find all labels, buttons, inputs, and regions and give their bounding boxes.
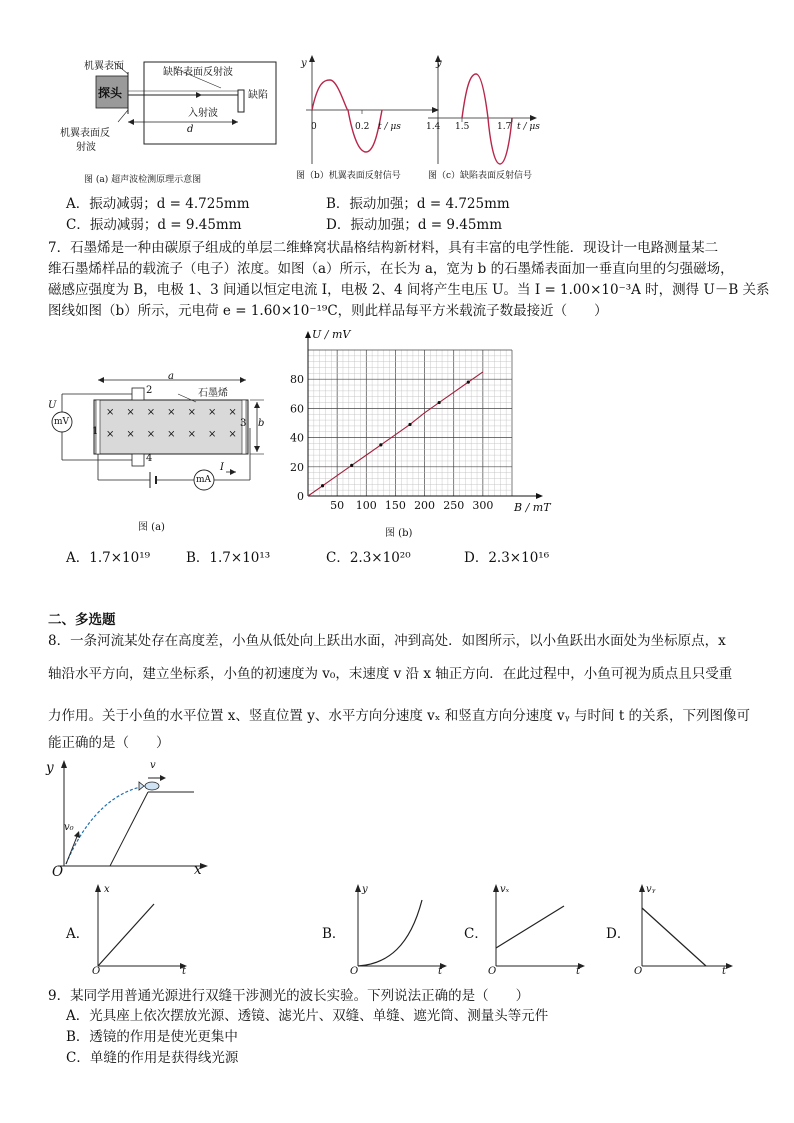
- y-tick-label: 20: [290, 460, 304, 474]
- data-point: [321, 484, 324, 487]
- chart-u-b: [286, 324, 566, 524]
- q8-b-axis: y: [362, 884, 368, 895]
- q8-stem-line4: 能正确的是（ ）: [48, 735, 170, 751]
- q8-option-b-graph: [348, 882, 448, 978]
- label-wing-surface: 机翼表面: [84, 61, 124, 72]
- q8-a-origin: O: [92, 966, 101, 977]
- signal-c-t-unit: t / μs: [517, 122, 540, 132]
- q7-option-d: D．2.3×10¹⁶: [464, 550, 550, 566]
- q7-stem-line3: 磁感应强度为 B，电极 1、3 间通以恒定电流 I，电极 2、4 间将产生电压 U。当 I = 1.00×10⁻³A 时，测得 U－B 关系: [48, 282, 770, 298]
- x-tick-label: 300: [472, 499, 494, 512]
- x-axis-arrow: [536, 493, 543, 499]
- q6-option-b: B．振动加强；d = 4.725mm: [326, 196, 510, 212]
- q8-c-axis: vₓ: [500, 884, 510, 895]
- circuit-electrode-1: 1: [92, 426, 99, 437]
- q8-stem-line2: 轴沿水平方向，建立坐标系，小鱼的初速度为 v₀，末速度 v 沿 x 轴正方向．在此过程中，小鱼可视为质点且只受重: [48, 666, 733, 682]
- q8-d-origin: O: [634, 966, 643, 977]
- ammeter-icon-label: mA: [196, 475, 212, 485]
- q8-option-d-graph: [632, 882, 736, 978]
- q7-option-a: A．1.7×10¹⁹: [66, 550, 151, 566]
- figure-signal-c: [418, 52, 542, 170]
- y-axis-arrow: [305, 331, 311, 338]
- label-d: d: [187, 124, 194, 135]
- signal-c-tick1: 1.5: [455, 122, 470, 132]
- circuit-electrode-2: 2: [146, 385, 153, 396]
- u-b-chart-svg: [286, 324, 566, 524]
- q8-c-t: t: [576, 966, 581, 977]
- q8-d-t: t: [722, 966, 727, 977]
- label-wing-reflect-2: 射波: [76, 142, 96, 153]
- q8-a-t: t: [182, 966, 187, 977]
- signal-b-tick0: 0: [311, 122, 317, 132]
- q8-d-axis: vᵧ: [646, 884, 656, 895]
- signal-c-plot: [418, 52, 542, 170]
- q8-option-c-label: C．: [464, 926, 488, 942]
- q9-option-b: B．透镜的作用是使光更集中: [66, 1029, 238, 1045]
- fish-origin: O: [52, 864, 64, 880]
- fish-label-v0: v₀: [64, 822, 74, 833]
- q8-option-c-graph: [486, 882, 586, 978]
- label-defect-reflect: 缺陷表面反射波: [163, 67, 233, 78]
- signal-c-tick0: 1.4: [426, 122, 441, 132]
- x-tick-label: 200: [414, 499, 436, 512]
- q8-option-a-graph: [88, 882, 188, 978]
- x-tick-label: 150: [384, 499, 406, 512]
- y-tick-label: 40: [290, 431, 304, 445]
- q8-stem-line1: 8．一条河流某处存在高度差，小鱼从低处向上跃出水面，冲到高处．如图所示，以小鱼跃出水面处为坐标原点，x: [48, 633, 726, 649]
- q8-c-origin: O: [488, 966, 497, 977]
- signal-b-t-unit: t / μs: [378, 122, 401, 132]
- circuit-label-a: a: [168, 371, 174, 382]
- section-heading-multi-choice: 二、多选题: [48, 612, 116, 628]
- y-tick-label: 60: [290, 402, 304, 416]
- q7-stem-line1: 7．石墨烯是一种由碳原子组成的单层二维蜂窝状晶格结构新材料，具有丰富的电学性能．现设计一电路测量某二: [48, 240, 719, 256]
- signal-c-tick2: 1.7: [497, 122, 512, 132]
- magnetic-field-row-2: ×××××××: [106, 429, 249, 440]
- voltmeter-icon-label: mV: [54, 417, 70, 427]
- x-tick-label: 250: [443, 499, 465, 512]
- x-tick-label: 100: [355, 499, 377, 512]
- data-point: [438, 401, 441, 404]
- q8-option-b-label: B．: [322, 926, 346, 942]
- circuit-label-U: U: [48, 400, 57, 411]
- x-axis-label: B / mT: [514, 501, 551, 514]
- caption-signal-c: 图（c）缺陷表面反射信号: [428, 171, 533, 181]
- q7-option-b: B．1.7×10¹³: [186, 550, 271, 566]
- q7-stem-line4: 图线如图（b）所示，元电荷 e = 1.60×10⁻¹⁹C，则此样品每平方米载流子数最接近（ ）: [48, 303, 608, 319]
- circuit-electrode-3: 3: [240, 418, 247, 429]
- q8-b-origin: O: [350, 966, 359, 977]
- label-wing-reflect-1: 机翼表面反: [60, 128, 110, 139]
- q6-option-c: C．振动减弱；d = 9.45mm: [66, 217, 242, 233]
- q9-option-c: C．单缝的作用是获得线光源: [66, 1050, 239, 1066]
- caption-circuit-a: 图 (a): [138, 522, 165, 533]
- fish-label-v: v: [150, 760, 156, 771]
- q6-option-a: A．振动减弱；d = 4.725mm: [66, 196, 250, 212]
- label-defect: 缺陷: [248, 90, 268, 101]
- q9-stem: 9．某同学用普通光源进行双缝干涉测光的波长实验。下列说法正确的是（ ）: [48, 988, 530, 1004]
- signal-c-y: y: [436, 58, 442, 69]
- q7-option-c: C．2.3×10²⁰: [326, 550, 411, 566]
- circuit-label-b: b: [258, 418, 265, 429]
- q8-b-t: t: [438, 966, 443, 977]
- signal-b-tick1: 0.2: [355, 122, 370, 132]
- q7-stem-line2: 维石墨烯样品的载流子（电子）浓度。如图（a）所示，在长为 a，宽为 b 的石墨烯表面加一垂直向里的匀强磁场，: [48, 261, 734, 277]
- label-incident: 入射波: [188, 108, 218, 119]
- caption-fig-a-top: 图 (a) 超声波检测原理示意图: [84, 175, 202, 185]
- fish-axis-x: x: [194, 862, 202, 878]
- y-axis-label: U / mV: [312, 328, 351, 341]
- x-tick-label: 50: [330, 499, 345, 512]
- fish-axis-y: y: [46, 760, 54, 776]
- y-tick-label: 0: [297, 490, 304, 503]
- data-point: [350, 464, 353, 467]
- q8-option-d-label: D．: [606, 926, 631, 942]
- q9-option-a: A．光具座上依次摆放光源、透镜、滤光片、双缝、单缝、遮光筒、测量头等元件: [66, 1008, 549, 1024]
- figure-fish-jump: [48, 756, 218, 878]
- q6-option-d: D．振动加强；d = 9.45mm: [326, 217, 503, 233]
- circuit-label-graphene: 石墨烯: [198, 388, 228, 399]
- circuit-label-I: I: [220, 462, 224, 473]
- q8-a-axis: x: [104, 884, 110, 895]
- q8-option-a-label: A．: [66, 926, 90, 942]
- data-point: [379, 443, 382, 446]
- q8-stem-line3: 力作用。关于小鱼的水平位置 x、竖直位置 y、水平方向分速度 vₓ 和竖直方向分速度 vᵧ 与时间 t 的关系，下列图像可: [48, 708, 751, 724]
- data-point: [408, 423, 411, 426]
- magnetic-field-row-1: ×××××××: [106, 407, 249, 418]
- signal-b-y: y: [301, 58, 307, 69]
- y-tick-label: 80: [290, 373, 304, 387]
- caption-chart-b: 图 (b): [385, 528, 413, 539]
- fish-jump-diagram: [48, 756, 218, 878]
- data-point: [467, 381, 470, 384]
- label-probe: 探头: [98, 86, 123, 100]
- caption-signal-b: 图（b）机翼表面反射信号: [296, 171, 401, 181]
- circuit-electrode-4: 4: [146, 453, 153, 464]
